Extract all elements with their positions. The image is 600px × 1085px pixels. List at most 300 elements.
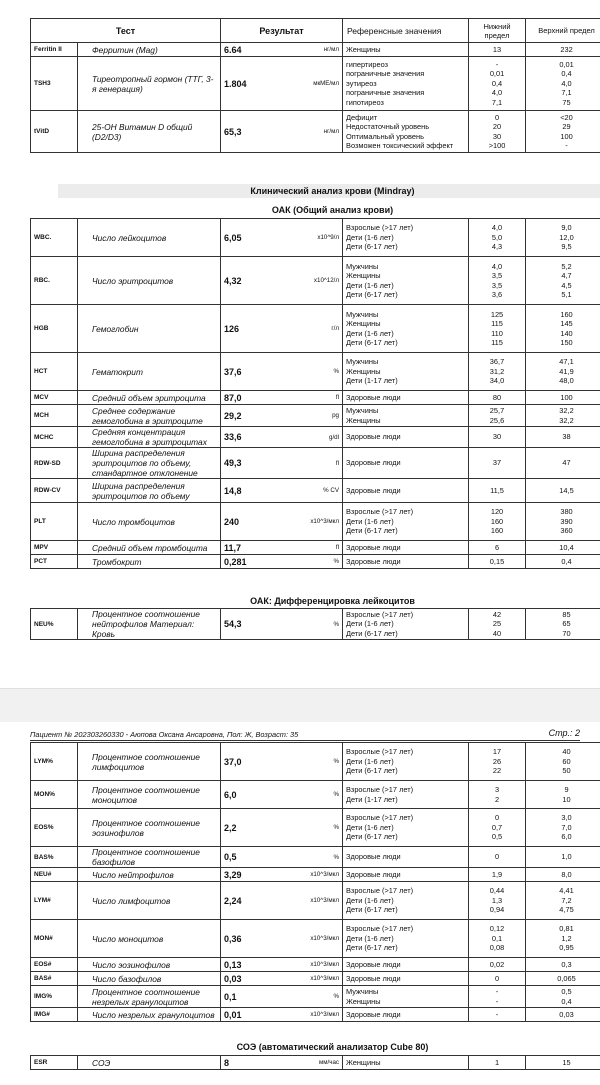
lower-limit: - <box>495 987 499 996</box>
upper-limit: 232 <box>560 44 573 54</box>
upper-limits <box>526 781 600 809</box>
upper-limit: 12,0 <box>559 232 574 242</box>
test-code: MPV <box>31 541 78 555</box>
upper-limit: 1,2 <box>561 933 572 943</box>
result-cell <box>221 111 343 153</box>
lower-limits <box>469 353 526 391</box>
upper-limits <box>526 405 600 427</box>
result-value: 0,281 <box>224 556 247 567</box>
test-code: EOS# <box>31 958 78 972</box>
lower-limits <box>469 305 526 353</box>
result-cell <box>221 257 343 305</box>
test-code: EOS% <box>31 809 78 847</box>
upper-limit: 10 <box>562 794 571 804</box>
reference-group: Дети (6-17 лет) <box>346 628 398 638</box>
lower-limit: 4,0 <box>491 88 503 98</box>
test-code: HCT <box>31 353 78 391</box>
reference-group: Оптимальный уровень <box>346 131 424 141</box>
result-value: 0,1 <box>224 991 237 1002</box>
test-name: Число моноцитов <box>78 920 221 958</box>
test-code: MCHC <box>31 427 78 448</box>
reference-groups <box>343 391 469 405</box>
table-row <box>31 882 600 920</box>
result-value: 0,01 <box>224 1009 242 1020</box>
upper-limits <box>526 111 600 153</box>
test-name: Число незрелых гранулоцитов <box>78 1008 221 1022</box>
test-code: ESR <box>31 1056 78 1070</box>
table-row <box>31 972 600 986</box>
result-cell <box>221 743 343 781</box>
upper-limits <box>526 503 600 541</box>
upper-limit: 4,41 <box>559 886 574 896</box>
lower-limit: 4,0 <box>491 223 503 233</box>
upper-limit: 7,1 <box>561 88 572 98</box>
result-cell <box>221 1008 343 1022</box>
lower-limits <box>469 448 526 479</box>
reference-groups <box>343 986 469 1008</box>
test-code: PCT <box>31 555 78 569</box>
reference-group: Дефицит <box>346 112 378 122</box>
lower-limit: 0,5 <box>491 832 503 842</box>
result-cell <box>221 479 343 503</box>
reference-group: Здоровые люди <box>346 485 401 495</box>
result-unit: x10^3/мкл <box>310 1011 339 1018</box>
upper-limit: 8,0 <box>561 869 572 879</box>
lower-limits <box>469 219 526 257</box>
lower-limit: 1,3 <box>491 895 503 905</box>
test-code: LYM# <box>31 882 78 920</box>
lower-limit: 115 <box>491 338 503 347</box>
lower-limit: 25 <box>492 619 502 629</box>
test-name: Гемоглобин <box>78 305 221 353</box>
test-name: Тиреотропный гормон (ТТГ, 3-я генерация) <box>78 57 221 111</box>
reference-group: Здоровые люди <box>346 542 401 552</box>
top-results-table <box>30 18 600 153</box>
result-cell <box>221 972 343 986</box>
upper-limit: 0,5 <box>561 987 572 996</box>
table-row <box>31 111 600 153</box>
result-value: 0,36 <box>224 933 242 944</box>
test-code: IMG# <box>31 1008 78 1022</box>
lower-limit: 20 <box>492 122 502 131</box>
test-name: Процентное соотношение нейтрофилов Материал: Кровь <box>78 609 221 640</box>
reference-group: Дети (1-17 лет) <box>346 376 398 386</box>
test-code: MCH <box>31 405 78 427</box>
table-row <box>31 503 600 541</box>
result-unit: % <box>333 791 339 798</box>
result-value: 65,3 <box>224 126 242 137</box>
upper-limit: 40 <box>562 747 571 757</box>
test-code: RDW-SD <box>31 448 78 479</box>
upper-limits <box>526 1056 600 1070</box>
table-row <box>31 555 600 569</box>
upper-limits <box>526 743 600 781</box>
table-row <box>31 986 600 1008</box>
lower-limit: 160 <box>490 526 504 536</box>
result-unit: мкМЕ/мл <box>313 80 340 87</box>
upper-limit: 85 <box>562 609 571 619</box>
upper-limit: 65 <box>562 619 571 629</box>
upper-limit: 9,5 <box>561 242 572 252</box>
lower-limits <box>469 781 526 809</box>
result-value: 4,32 <box>224 275 242 286</box>
result-value: 3,29 <box>224 869 242 880</box>
test-code: WBC. <box>31 219 78 257</box>
lower-limit: 5,0 <box>491 232 503 242</box>
result-unit: x10^3/мкл <box>310 975 339 982</box>
lower-limit: 0,08 <box>489 943 505 953</box>
upper-limits <box>526 809 600 847</box>
table-row <box>31 43 600 57</box>
test-code: HGB <box>31 305 78 353</box>
result-unit: x10^12/л <box>313 277 339 284</box>
test-name: Число тромбоцитов <box>78 503 221 541</box>
reference-groups <box>343 743 469 781</box>
reference-groups <box>343 257 469 305</box>
result-unit: г/л <box>331 325 339 332</box>
reference-group: Дети (1-6 лет) <box>346 822 394 832</box>
lower-limits <box>469 609 526 640</box>
test-name: Среднее содержание гемоглобина в эритроците <box>78 405 221 427</box>
test-name: 25-OH Витамин D общий (D2/D3) <box>78 111 221 153</box>
reference-group: гипотиреоз <box>346 97 384 107</box>
lower-limits <box>469 1008 526 1022</box>
result-cell <box>221 427 343 448</box>
result-cell <box>221 1056 343 1070</box>
result-value: 2,2 <box>224 822 237 833</box>
table-row <box>31 257 600 305</box>
reference-group: Женщины <box>346 271 381 280</box>
reference-groups <box>343 111 469 153</box>
header-reference: Референсные значения <box>343 19 469 43</box>
test-name: Гематокрит <box>78 353 221 391</box>
reference-group: Здоровые люди <box>346 458 401 468</box>
upper-limit: 47,1 <box>559 357 574 367</box>
reference-groups <box>343 868 469 882</box>
lower-limit: 80 <box>492 392 502 402</box>
reference-group: Женщины <box>346 996 381 1006</box>
reference-group: Дети (6-17 лет) <box>346 943 398 953</box>
lower-limits <box>469 503 526 541</box>
lower-limit: 115 <box>491 319 503 328</box>
header-test: Тест <box>31 19 221 43</box>
lower-limits <box>469 257 526 305</box>
reference-group: Здоровые люди <box>346 959 401 969</box>
test-name: Процентное соотношение базофилов <box>78 847 221 868</box>
lower-limit: 34,0 <box>489 376 505 386</box>
result-cell <box>221 609 343 640</box>
lower-limits <box>469 405 526 427</box>
test-code: RDW-CV <box>31 479 78 503</box>
header-result: Результат <box>221 19 343 43</box>
upper-limit: 7,0 <box>561 822 572 832</box>
test-code: BAS# <box>31 972 78 986</box>
result-cell <box>221 555 343 569</box>
upper-limits <box>526 868 600 882</box>
test-name: Ширина распределения эритроцитов по объему <box>78 479 221 503</box>
test-name: Число лейкоцитов <box>78 219 221 257</box>
reference-group: Женщины <box>346 44 381 54</box>
test-name: Процентное соотношение лимфоцитов <box>78 743 221 781</box>
reference-groups <box>343 405 469 427</box>
reference-group: гипертиреоз <box>346 59 389 69</box>
upper-limits <box>526 43 600 57</box>
upper-limit: 14,5 <box>559 485 574 495</box>
lower-limit: 0,44 <box>489 886 505 896</box>
table-row <box>31 541 600 555</box>
lower-limit: 25,7 <box>489 406 505 415</box>
result-value: 37,6 <box>224 366 242 377</box>
result-value: 126 <box>224 323 240 334</box>
upper-limit: 150 <box>560 338 573 347</box>
upper-limit: 4,5 <box>561 280 572 290</box>
lower-limit: 7,1 <box>491 97 503 107</box>
lower-limit: 0 <box>494 813 500 823</box>
lower-limit: 0,94 <box>489 905 505 915</box>
upper-limit: 41,9 <box>559 366 574 376</box>
upper-limit: 0,065 <box>557 973 576 983</box>
reference-group: Дети (1-6 лет) <box>346 280 394 290</box>
test-name: Процентное соотношение эозинофилов <box>78 809 221 847</box>
table-row <box>31 958 600 972</box>
reference-groups <box>343 555 469 569</box>
reference-groups <box>343 479 469 503</box>
reference-group: Дети (6-17 лет) <box>346 242 398 252</box>
lower-limit: 0,12 <box>489 924 505 934</box>
reference-group: Мужчины <box>346 987 379 996</box>
reference-group: Дети (6-17 лет) <box>346 338 398 347</box>
result-cell <box>221 305 343 353</box>
upper-limit: 6,0 <box>561 832 572 842</box>
result-value: 37,0 <box>224 756 242 767</box>
result-cell <box>221 868 343 882</box>
result-cell <box>221 391 343 405</box>
upper-limit: 32,2 <box>559 415 574 425</box>
reference-group: Женщины <box>346 319 381 328</box>
test-code: MCV <box>31 391 78 405</box>
upper-limit: 140 <box>560 328 573 338</box>
test-name: СОЭ <box>78 1056 221 1070</box>
result-unit: нг/мл <box>323 46 340 53</box>
test-name: Средняя концентрация гемоглобина в эритроцитах <box>78 427 221 448</box>
upper-limit: 100 <box>560 131 573 141</box>
upper-limit: 360 <box>560 526 573 536</box>
lower-limit: 120 <box>490 507 504 517</box>
reference-group: пограничные значения <box>346 69 425 79</box>
reference-group: эутиреоз <box>346 78 377 88</box>
upper-limit: 32,2 <box>559 406 574 415</box>
cbc-results-table <box>30 218 600 569</box>
result-unit: % <box>333 758 339 765</box>
reference-group: Дети (1-6 лет) <box>346 895 394 905</box>
upper-limit: 70 <box>562 628 571 638</box>
upper-limit: 60 <box>562 756 571 766</box>
lower-limits <box>469 427 526 448</box>
lower-limits <box>469 43 526 57</box>
lower-limit: 2 <box>494 794 500 804</box>
reference-group: Дети (1-17 лет) <box>346 794 398 804</box>
reference-groups <box>343 972 469 986</box>
upper-limit: 75 <box>562 97 571 107</box>
lower-limit: 4,3 <box>491 242 503 252</box>
result-unit: % <box>333 620 339 628</box>
reference-group: Дети (1-6 лет) <box>346 756 394 766</box>
result-cell <box>221 541 343 555</box>
reference-group: Дети (1-6 лет) <box>346 516 394 526</box>
upper-limits <box>526 219 600 257</box>
test-name: Ширина распределения эритроцитов по объему, стандартное отклонение <box>78 448 221 479</box>
upper-limit: 0,03 <box>559 1009 574 1019</box>
table-row <box>31 1008 600 1022</box>
table-row <box>31 427 600 448</box>
lower-limit: 37 <box>492 458 502 468</box>
lower-limit: 160 <box>490 516 504 526</box>
esr-results-table <box>30 1055 600 1070</box>
upper-limits <box>526 920 600 958</box>
upper-limit: 0,4 <box>561 69 572 79</box>
test-name: Число эритроцитов <box>78 257 221 305</box>
lower-limit: 3,5 <box>491 280 503 290</box>
test-name: Число лимфоцитов <box>78 882 221 920</box>
result-unit: x10^9/л <box>317 234 339 241</box>
report-page-2 <box>0 722 600 1085</box>
lower-limits <box>469 555 526 569</box>
lower-limits <box>469 920 526 958</box>
table-row <box>31 391 600 405</box>
reference-group: Взрослые (>17 лет) <box>346 924 414 934</box>
lower-limit: 4,0 <box>491 261 503 271</box>
upper-limit: 15 <box>562 1057 571 1067</box>
result-unit: % <box>333 558 339 565</box>
reference-groups <box>343 448 469 479</box>
page2-results-table <box>30 742 600 1022</box>
reference-group: Взрослые (>17 лет) <box>346 507 414 517</box>
reference-group: Взрослые (>17 лет) <box>346 609 414 619</box>
upper-limits <box>526 353 600 391</box>
reference-group: Недостаточный уровень <box>346 122 430 131</box>
result-unit: % CV <box>323 487 339 494</box>
result-value: 11,7 <box>224 542 242 553</box>
reference-groups <box>343 43 469 57</box>
reference-group: Мужчины <box>346 309 379 319</box>
lower-limit: 0,02 <box>489 959 505 969</box>
upper-limit: 0,4 <box>561 556 572 566</box>
upper-limits <box>526 847 600 868</box>
result-value: 0,13 <box>224 959 242 970</box>
upper-limits <box>526 1008 600 1022</box>
upper-limit: 0,01 <box>559 59 574 69</box>
lower-limits <box>469 809 526 847</box>
lower-limits <box>469 958 526 972</box>
test-name: Тромбокрит <box>78 555 221 569</box>
lower-limit: 0 <box>494 973 500 983</box>
lower-limit: 0 <box>494 112 500 122</box>
reference-group: Здоровые люди <box>346 432 401 442</box>
result-unit: fl <box>335 459 339 467</box>
table-row <box>31 479 600 503</box>
reference-groups <box>343 353 469 391</box>
upper-limit: 3,0 <box>561 813 572 823</box>
page-number: Стр.: 2 <box>548 728 580 738</box>
reference-group: Взрослые (>17 лет) <box>346 223 414 233</box>
table-row <box>31 1056 600 1070</box>
differential-results-table <box>30 608 600 640</box>
test-name: Процентное соотношение моноцитов <box>78 781 221 809</box>
lower-limit: 26 <box>492 756 502 766</box>
reference-group: Здоровые люди <box>346 869 401 879</box>
lower-limit: - <box>495 1009 499 1019</box>
table-header <box>31 19 600 43</box>
result-unit: % <box>333 993 339 1000</box>
lower-limit: 6 <box>494 542 500 552</box>
reference-group: Здоровые люди <box>346 973 401 983</box>
reference-groups <box>343 219 469 257</box>
upper-limit: 5,2 <box>561 261 572 271</box>
reference-group: Дети (6-17 лет) <box>346 832 398 842</box>
reference-groups <box>343 1008 469 1022</box>
upper-limit: 7,2 <box>561 895 572 905</box>
reference-groups <box>343 541 469 555</box>
reference-group: Взрослые (>17 лет) <box>346 886 414 896</box>
reference-group: Дети (1-6 лет) <box>346 933 394 943</box>
result-unit: % <box>333 824 339 831</box>
result-unit: fl <box>335 394 339 401</box>
upper-limits <box>526 882 600 920</box>
section-clinical-title: Клинический анализ крови (Mindray) <box>58 184 600 198</box>
upper-limits <box>526 257 600 305</box>
test-code: PLT <box>31 503 78 541</box>
table-row <box>31 920 600 958</box>
upper-limits <box>526 958 600 972</box>
lower-limit: 0,7 <box>491 822 503 832</box>
upper-limits <box>526 391 600 405</box>
lower-limit: 22 <box>492 766 502 776</box>
test-code: MON# <box>31 920 78 958</box>
result-unit: x10^3/мкл <box>310 871 339 878</box>
result-value: 1.804 <box>224 78 247 89</box>
table-row <box>31 305 600 353</box>
lower-limit: 0,15 <box>489 556 505 566</box>
lower-limits <box>469 541 526 555</box>
upper-limit: 0,3 <box>561 959 572 969</box>
lower-limits <box>469 882 526 920</box>
test-code: LYM% <box>31 743 78 781</box>
result-value: 2,24 <box>224 895 242 906</box>
result-cell <box>221 781 343 809</box>
upper-limit: 38 <box>562 432 571 442</box>
lower-limit: 1 <box>494 1057 500 1067</box>
result-cell <box>221 57 343 111</box>
page-break <box>0 688 600 724</box>
upper-limits <box>526 609 600 640</box>
lower-limits <box>469 479 526 503</box>
test-code: NEU% <box>31 609 78 640</box>
result-value: 8 <box>224 1057 230 1068</box>
upper-limits <box>526 57 600 111</box>
lower-limit: 30 <box>492 131 502 141</box>
upper-limit: 4,75 <box>559 905 574 915</box>
result-value: 6,05 <box>224 232 242 243</box>
result-value: 87,0 <box>224 392 242 403</box>
reference-group: Взрослые (>17 лет) <box>346 747 414 757</box>
reference-group: Женщины <box>346 366 381 376</box>
result-cell <box>221 448 343 479</box>
result-value: 240 <box>224 516 240 527</box>
upper-limit: 29 <box>562 122 571 131</box>
lower-limits <box>469 847 526 868</box>
result-value: 0,5 <box>224 852 237 862</box>
lower-limit: 3,5 <box>491 271 503 280</box>
